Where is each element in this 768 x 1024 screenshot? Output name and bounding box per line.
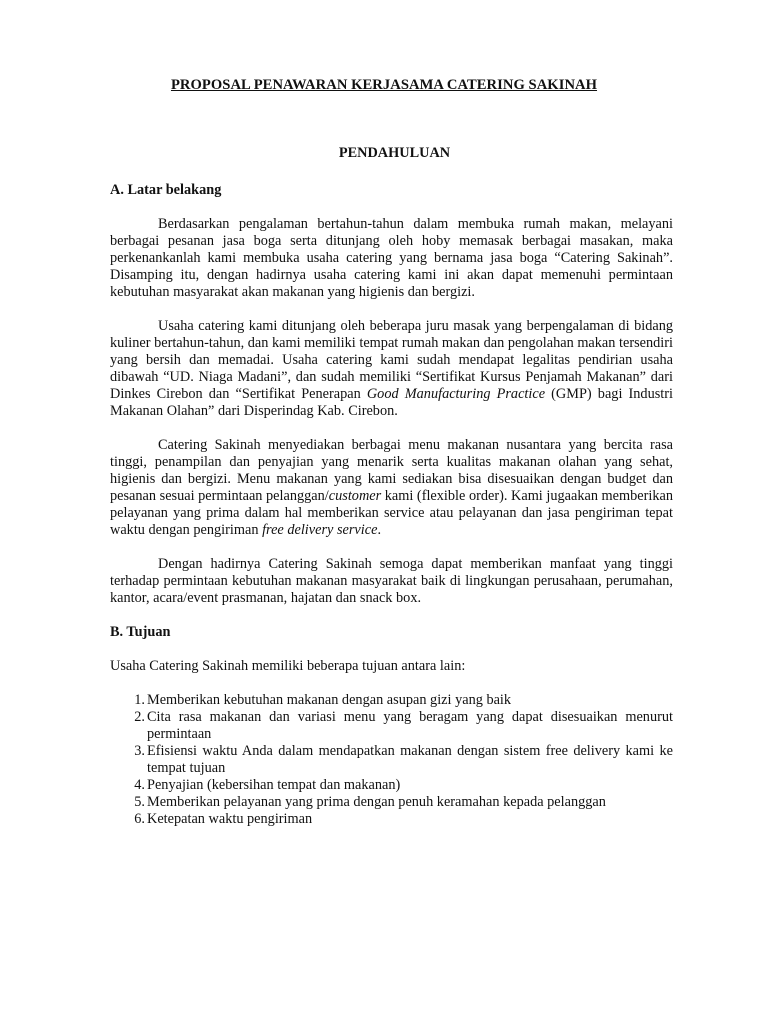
paragraph-3-text-e: . xyxy=(377,522,382,538)
list-item-text: Ketepatan waktu pengiriman xyxy=(147,811,313,827)
list-item xyxy=(110,811,673,828)
paragraph-3-text-a: Catering Sakinah menyediakan berbagai menu makanan nusantara yang bercita rasa tinggi, penampilan dan penyajian yang menarik serta kualitas makanan olahan yang sehat, higienis dan bergizi. Menu makanan yang kami sediakan bisa disesuaikan dengan budget dan pesanan sesuai permintaan pelanggan/ xyxy=(110,437,673,504)
list-item-text: Cita rasa makanan dan variasi menu yang beragam yang dapat disesuaikan menurut permintaan xyxy=(147,709,673,742)
paragraph-3-italic-customer: customer xyxy=(328,488,382,504)
list-item-text: Memberikan kebutuhan makanan dengan asupan gizi yang baik xyxy=(147,692,512,708)
paragraph-2-italic: Good Manufacturing Practice xyxy=(366,386,546,402)
section-title: PENDAHULUAN xyxy=(338,145,451,161)
list-item-text: Efisiensi waktu Anda dalam mendapatkan makanan dengan sistem free delivery kami ke tempat tujuan xyxy=(147,743,673,776)
list-item-number: 4. xyxy=(134,777,145,793)
list-item-number: 3. xyxy=(134,743,145,759)
list-item xyxy=(110,709,673,743)
list-item xyxy=(110,794,673,811)
list-item-number: 6. xyxy=(134,811,145,827)
document-body xyxy=(110,145,673,828)
paragraph-3-text-c: kami (flexible order). Kami jugaakan memberikan pelayanan yang prima dalam hal memberikan service atau pelayanan dan jasa pengiriman tepat waktu dengan pengiriman xyxy=(110,488,673,538)
paragraph-2-text-c: (GMP) bagi Industri Makanan Olahan” dari Disperindag Kab. Cirebon. xyxy=(110,386,673,419)
list-item-number: 1. xyxy=(134,692,145,708)
paragraph-3 xyxy=(110,437,673,539)
paragraph-1: Berdasarkan pengalaman bertahun-tahun dalam membuka rumah makan, melayani berbagai pesanan jasa boga serta ditunjang oleh hoby memasak berbagai masakan, maka perkenankanlah kami membuka usaha catering yang bernama jasa boga “Catering Sakinah”. Disamping itu, dengan hadirnya usaha catering kami ini akan dapat memenuhi permintaan kebutuhan masyarakat akan makanan yang higienis dan bergizi. xyxy=(110,216,673,300)
section-b-heading: B. Tujuan xyxy=(110,624,171,640)
paragraph-2-text-a: Usaha catering kami ditunjang oleh beberapa juru masak yang berpengalaman di bidang kuliner bertahun-tahun, dan kami memiliki tempat rumah makan dan pengolahan makan tersendiri yang bersih dan memadai. Usaha catering kami sudah mendapat legalitas pendirian usaha dibawah “UD. Niaga Madani”, dan sudah memiliki “Sertifikat Kursus Penjamah Makanan” dari Dinkes Cirebon dan “Sertifikat Penerapan xyxy=(110,318,673,402)
paragraph-3-italic-delivery: free delivery service xyxy=(262,522,378,538)
objectives-list xyxy=(110,692,673,828)
paragraph-4: Dengan hadirnya Catering Sakinah semoga dapat memberikan manfaat yang tinggi terhadap permintaan kebutuhan makanan masyarakat baik di lingkungan perusahaan, perumahan, kantor, acara/event prasmanan, hajatan dan snack box. xyxy=(110,556,673,606)
section-a-heading: A. Latar belakang xyxy=(110,182,222,198)
list-item xyxy=(110,743,673,777)
list-item-text: Memberikan pelayanan yang prima dengan penuh keramahan kepada pelanggan xyxy=(147,794,606,810)
list-item-text: Penyajian (kebersihan tempat dan makanan) xyxy=(147,777,401,793)
section-b-intro: Usaha Catering Sakinah memiliki beberapa tujuan antara lain: xyxy=(110,658,466,674)
list-item xyxy=(110,692,673,709)
list-item-number: 5. xyxy=(134,794,145,810)
list-item xyxy=(110,777,673,794)
paragraph-2 xyxy=(110,318,673,420)
document-title: PROPOSAL PENAWARAN KERJASAMA CATERING SAKINAH xyxy=(170,77,598,93)
list-item-number: 2. xyxy=(134,709,145,725)
